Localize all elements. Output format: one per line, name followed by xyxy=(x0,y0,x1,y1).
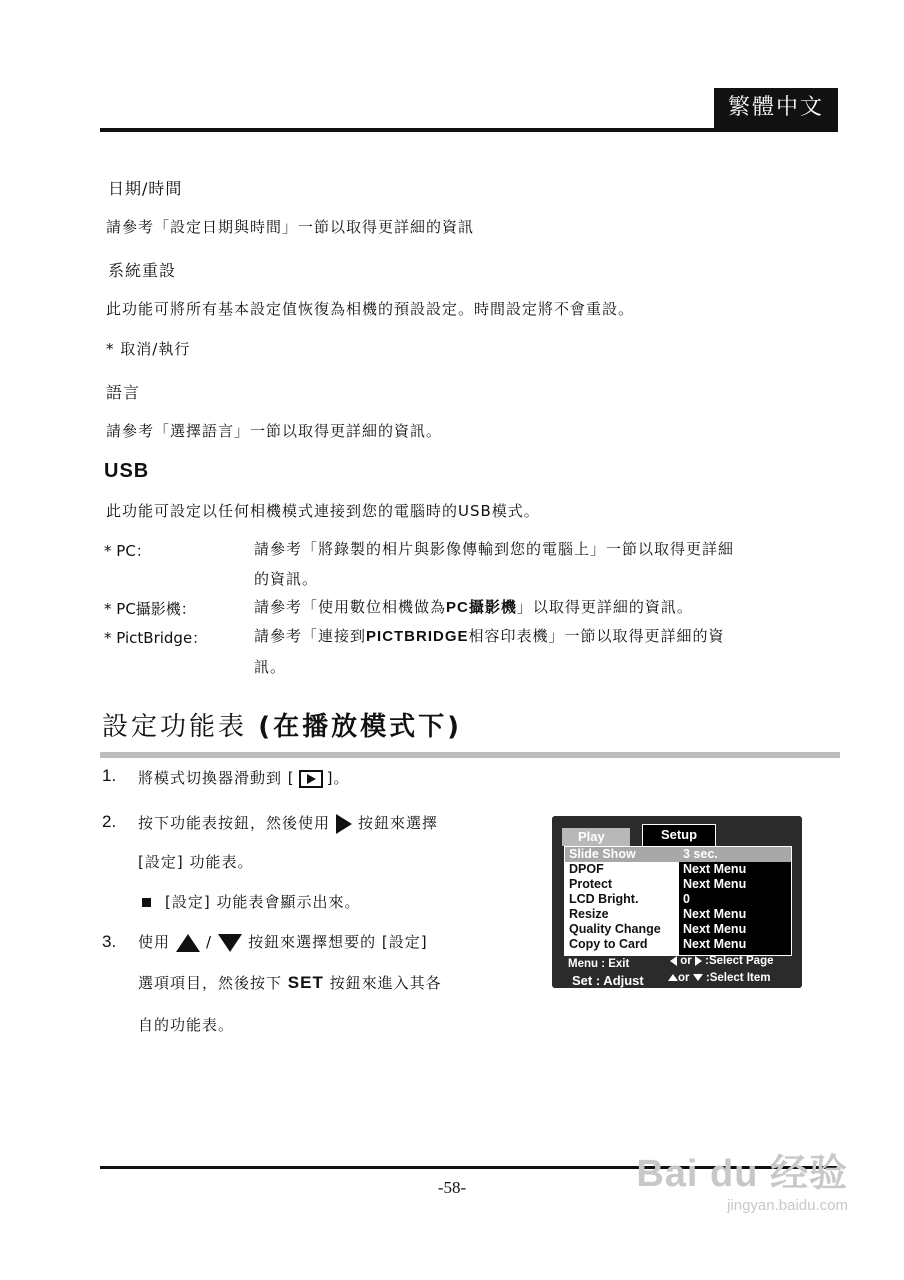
up-arrow-icon xyxy=(668,974,678,981)
usb-item-pc-text: 請參考「將錄製的相片與影像傳輸到您的電腦上」一節以取得更詳細 的資訊。 xyxy=(254,540,735,588)
down-arrow-icon xyxy=(218,934,242,952)
usb-desc: 此功能可設定以任何相機模式連接到您的電腦時的USB模式。 xyxy=(106,502,540,520)
camera-menu-screenshot xyxy=(552,816,802,988)
page-number: -58- xyxy=(437,1178,467,1197)
step-2-line2: [設定] 功能表。 xyxy=(138,853,254,871)
menu-row: Copy to Card Next Menu xyxy=(569,937,747,951)
usb-item-pc-label: * PC： xyxy=(104,542,151,560)
usb-item-pccam-text: 請參考「使用數位相機做為PC攝影機」以取得更詳細的資訊。 xyxy=(254,598,693,616)
section-rule xyxy=(100,752,840,758)
menu-row: Slide Show 3 sec. xyxy=(565,847,791,862)
bullet-square-icon xyxy=(142,898,151,907)
step-3-line2: 選項項目，然後按下 SET 按鈕來進入其各 xyxy=(138,973,442,992)
right-arrow-icon xyxy=(695,956,702,966)
menu-adjust-hint: Set : Adjust xyxy=(572,973,644,988)
menu-row: Protect Next Menu xyxy=(569,877,747,891)
menu-panel xyxy=(564,846,792,956)
tab-play: Play xyxy=(562,828,630,846)
menu-row: Resize Next Menu xyxy=(569,907,747,921)
step-2-bullet: [設定] 功能表會顯示出來。 xyxy=(142,891,360,912)
reset-title: 系統重設 xyxy=(108,261,177,280)
tab-setup: Setup xyxy=(642,824,716,847)
header-rule xyxy=(100,128,838,132)
step-1-number: 1. xyxy=(102,766,117,785)
datetime-desc: 請參考「設定日期與時間」一節以取得更詳細的資訊 xyxy=(106,218,475,236)
watermark: Bai du 经验 jingyan.baidu.com xyxy=(636,1153,848,1214)
usb-item-pictbridge-text: 請參考「連接到PICTBRIDGE相容印表機」一節以取得更詳細的資 訊。 xyxy=(254,627,725,676)
step-3-number: 3. xyxy=(102,932,117,951)
down-arrow-icon xyxy=(693,974,703,981)
language-tab: 繁體中文 xyxy=(714,88,838,128)
menu-row: DPOF Next Menu xyxy=(569,862,747,876)
section-title: 設定功能表 (在播放模式下) xyxy=(102,712,463,742)
usb-title: USB xyxy=(104,460,150,482)
step-1: 將模式切換器滑動到 [ ]。 xyxy=(138,769,350,787)
left-arrow-icon xyxy=(670,956,677,966)
menu-exit-hint: Menu : Exit xyxy=(568,958,630,970)
reset-option: * 取消/執行 xyxy=(106,340,191,358)
playback-mode-icon xyxy=(299,770,323,788)
usb-item-pccam-label: * PC攝影機： xyxy=(104,600,196,618)
usb-item-pictbridge-label: * PictBridge： xyxy=(104,629,208,647)
menu-page-hint: or :Select Page xyxy=(670,955,774,967)
menu-row: LCD Bright. 0 xyxy=(569,892,690,906)
menu-row: Quality Change Next Menu xyxy=(569,922,747,936)
language-desc: 請參考「選擇語言」一節以取得更詳細的資訊。 xyxy=(106,422,443,440)
up-arrow-icon xyxy=(176,934,200,952)
right-arrow-icon xyxy=(336,814,352,834)
step-2-line1: 按下功能表按鈕，然後使用 按鈕來選擇 xyxy=(138,814,439,832)
menu-item-hint: or :Select Item xyxy=(668,972,770,984)
reset-desc: 此功能可將所有基本設定值恢復為相機的預設設定。時間設定將不會重設。 xyxy=(106,300,635,318)
step-3-line3: 自的功能表。 xyxy=(138,1016,235,1034)
step-3-line1: 使用 / 按鈕來選擇想要的 [設定] xyxy=(138,933,428,951)
datetime-title: 日期/時間 xyxy=(108,179,183,198)
step-2-number: 2. xyxy=(102,812,117,831)
language-title: 語言 xyxy=(106,383,141,402)
